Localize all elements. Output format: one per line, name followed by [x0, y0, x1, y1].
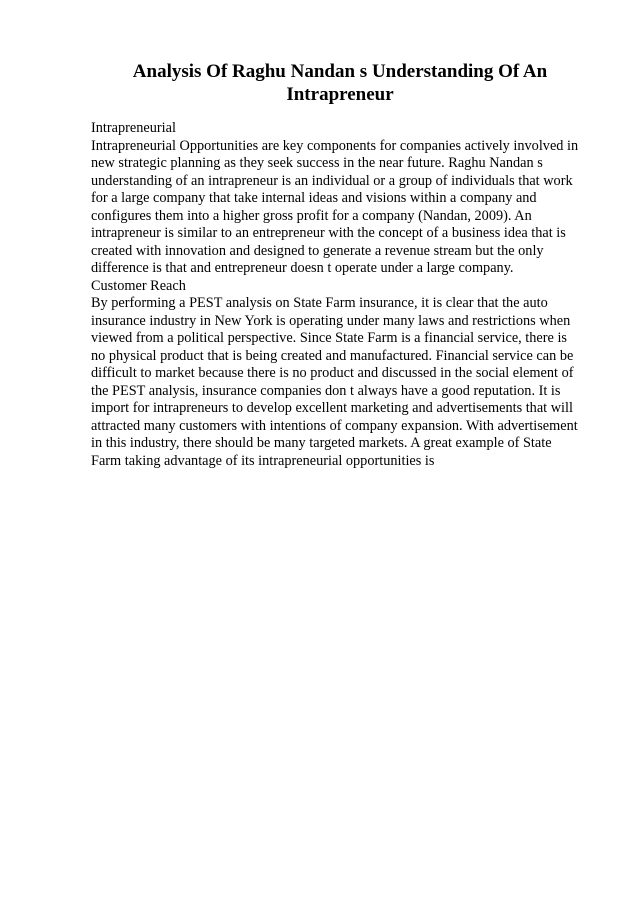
body-line: the PEST analysis, insurance companies don t always have a good reputation. It is [91, 382, 561, 399]
body-line: intrapreneur is similar to an entrepreneur with the concept of a business idea that is [91, 225, 566, 241]
body-line: for a large company that take internal ideas and visions within a company and [91, 190, 537, 206]
body-line: difficult to market because there is no product and discussed in the social element of [91, 365, 574, 381]
body-line: Farm taking advantage of its intrapreneurial opportunities is [91, 452, 435, 469]
body-line: in this industry, there should be many targeted markets. A great example of State [91, 435, 552, 451]
body-line: created with innovation and designed to generate a revenue stream but the only [91, 242, 544, 259]
body-line: no physical product that is being created and manufactured. Financial service can be [91, 347, 574, 364]
document-title [60, 60, 620, 106]
body-line: viewed from a political perspective. Since State Farm is a financial service, there is [91, 330, 567, 346]
title-line: Intrapreneur [286, 84, 394, 105]
section-heading-customer-reach: Customer Reach [91, 277, 186, 294]
body-line: insurance industry in New York is operating under many laws and restrictions when [91, 312, 571, 329]
body-line: difference is that and entrepreneur doesn t operate under a large company. [91, 260, 514, 276]
body-line: By performing a PEST analysis on State Farm insurance, it is clear that the auto [91, 295, 548, 311]
body-line: configures them into a higher gross profit for a company (Nandan, 2009). An [91, 207, 532, 224]
section-heading-intrapreneurial: Intrapreneurial [91, 120, 176, 136]
document-body [91, 120, 601, 470]
title-line: Analysis Of Raghu Nandan s Understanding Of An [132, 61, 548, 82]
body-line: attracted many customers with intentions of company expansion. With advertisement [91, 417, 578, 434]
body-line: understanding of an intrapreneur is an individual or a group of individuals that work [91, 172, 573, 189]
body-line: new strategic planning as they seek success in the near future. Raghu Nandan s [91, 155, 543, 171]
body-line: Intrapreneurial Opportunities are key components for companies actively involved in [91, 137, 579, 154]
body-line: import for intrapreneurs to develop excellent marketing and advertisements that will [91, 400, 573, 416]
